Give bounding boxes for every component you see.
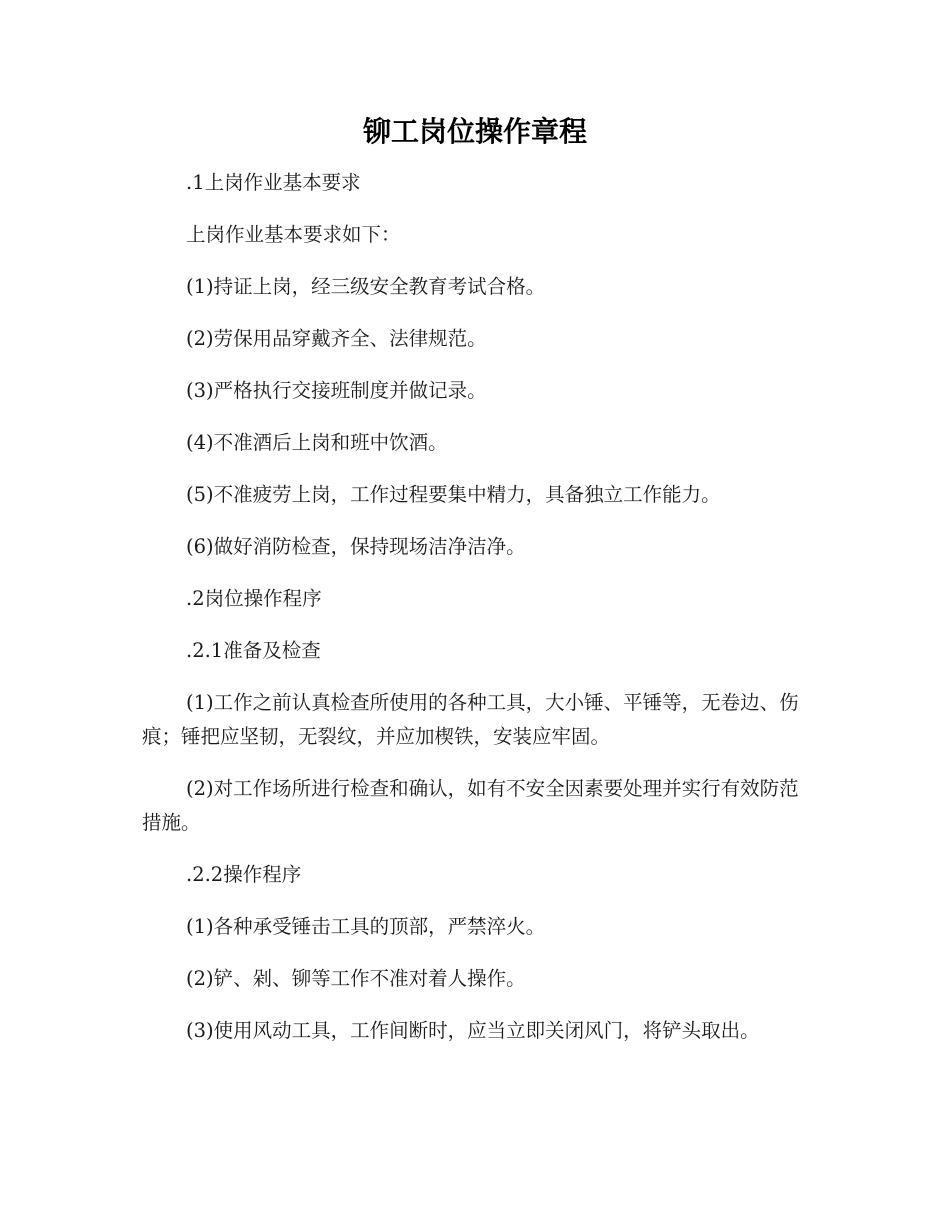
section-heading: .2岗位操作程序 bbox=[186, 587, 322, 610]
subsection-heading: .2.1准备及检查 bbox=[186, 639, 321, 662]
paragraph: 上岗作业基本要求如下： bbox=[186, 223, 401, 246]
list-item: (1)持证上岗，经三级安全教育考试合格。 bbox=[186, 275, 546, 298]
list-item: (1)各种承受锤击工具的顶部，严禁淬火。 bbox=[186, 915, 546, 938]
list-item: (2)对工作场所进行检查和确认，如有不安全因素要处理并实行有效防范措施。 bbox=[142, 777, 799, 834]
list-item: (4)不准酒后上岗和班中饮酒。 bbox=[186, 431, 448, 454]
section-heading: .1上岗作业基本要求 bbox=[186, 171, 361, 194]
document-title: 铆工岗位操作章程 bbox=[362, 115, 587, 148]
document-body bbox=[142, 166, 810, 1066]
list-item: (2)铲、剁、铆等工作不准对着人操作。 bbox=[186, 967, 526, 990]
list-item: (5)不准疲劳上岗，工作过程要集中精力，具备独立工作能力。 bbox=[186, 483, 721, 506]
list-item: (2)劳保用品穿戴齐全、法律规范。 bbox=[186, 327, 487, 350]
list-item: (3)严格执行交接班制度并做记录。 bbox=[186, 379, 487, 402]
list-item: (3)使用风动工具，工作间断时，应当立即关闭风门，将铲头取出。 bbox=[186, 1019, 760, 1042]
subsection-heading: .2.2操作程序 bbox=[186, 863, 302, 886]
list-item: (1)工作之前认真检查所使用的各种工具，大小锤、平锤等，无卷边、伤痕；锤把应坚韧，无裂纹，并应加楔铁，安装应牢固。 bbox=[142, 691, 799, 748]
list-item: (6)做好消防检查，保持现场洁净洁净。 bbox=[186, 535, 526, 558]
